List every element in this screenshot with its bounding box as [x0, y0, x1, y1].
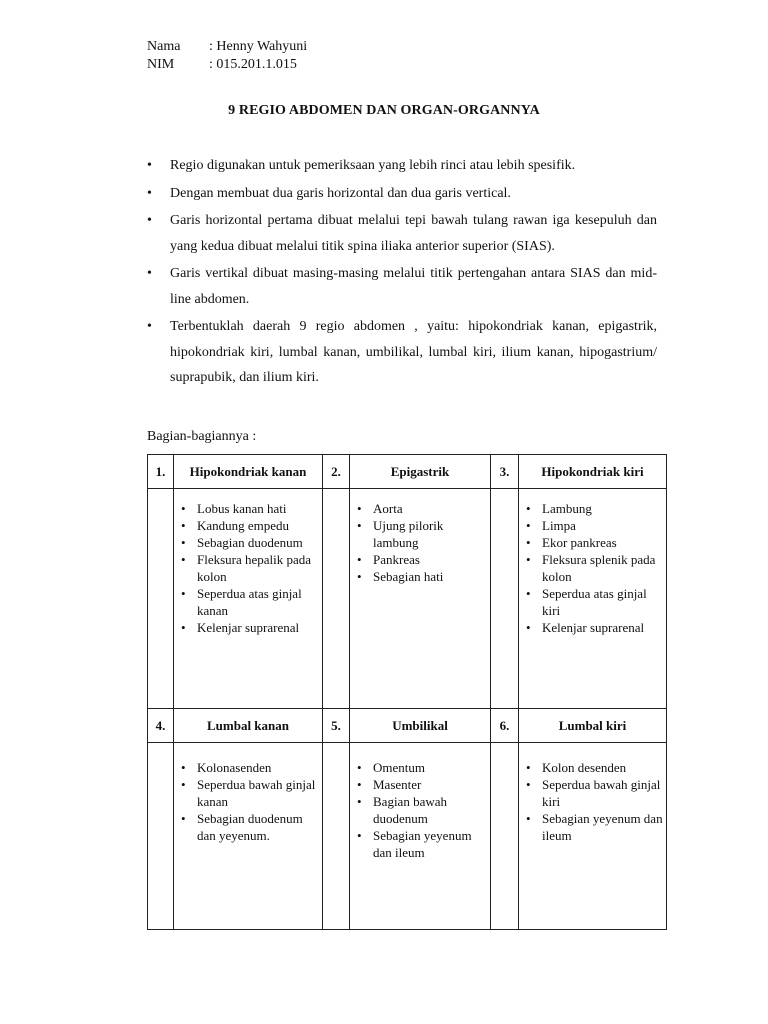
region-name: Hipokondriak kanan: [174, 455, 323, 489]
organ-item: • Sebagian yeyenum dan ileum: [519, 810, 666, 844]
organ-cell: [350, 743, 491, 930]
organ-item: • Sebagian duodenum dan yeyenum.: [174, 810, 322, 844]
empty-cell: [148, 743, 174, 930]
organ-item: • Pankreas: [350, 551, 490, 568]
empty-cell: [491, 489, 519, 709]
bullet-item: • Terbentuklah daerah 9 regio abdomen , yaitu: hipokondriak kanan, epigastrik, hipokondriak kiri, lumbal kanan, umbilikal, lumbal kiri, ilium kanan, hipogastrium/ suprapubik, dan ilium kiri.: [147, 314, 657, 391]
organ-list: [350, 759, 490, 861]
organ-item: • Fleksura splenik pada kolon: [519, 551, 666, 585]
organ-list: [350, 500, 490, 585]
empty-cell: [491, 743, 519, 930]
regio-table: [147, 454, 667, 930]
region-name: Epigastrik: [350, 455, 491, 489]
subheading: Bagian-bagiannya :: [147, 429, 257, 444]
organ-cell: [519, 743, 667, 930]
document-title: 9 REGIO ABDOMEN DAN ORGAN-ORGANNYA: [228, 103, 540, 118]
region-name: Umbilikal: [350, 709, 491, 743]
organ-item: • Lobus kanan hati: [174, 500, 322, 517]
region-number: 6.: [491, 709, 519, 743]
organ-item: • Seperdua atas ginjal kiri: [519, 585, 666, 619]
bullet-item: • Garis horizontal pertama dibuat melalui tepi bawah tulang rawan iga kesepuluh dan yang kedua dibuat melalui titik spina iliaka anterior superior (SIAS).: [147, 208, 657, 259]
organ-list: [519, 759, 666, 844]
organ-item: • Masenter: [350, 776, 490, 793]
organ-item: • Omentum: [350, 759, 490, 776]
organ-item: • Fleksura hepalik pada kolon: [174, 551, 322, 585]
table-row: [148, 743, 667, 930]
region-name: Lumbal kanan: [174, 709, 323, 743]
empty-cell: [148, 489, 174, 709]
nim-value: : 015.201.1.015: [209, 57, 297, 72]
organ-cell: [174, 489, 323, 709]
bullet-item: • Regio digunakan untuk pemeriksaan yang lebih rinci atau lebih spesifik.: [147, 153, 657, 179]
organ-cell: [519, 489, 667, 709]
organ-item: • Seperdua bawah ginjal kanan: [174, 776, 322, 810]
organ-list: [519, 500, 666, 636]
name-value: : Henny Wahyuni: [209, 39, 308, 54]
organ-item: • Aorta: [350, 500, 490, 517]
organ-item: • Ekor pankreas: [519, 534, 666, 551]
organ-item: • Bagian bawah duodenum: [350, 793, 490, 827]
empty-cell: [323, 743, 350, 930]
region-name: Lumbal kiri: [519, 709, 667, 743]
region-number: 4.: [148, 709, 174, 743]
region-number: 1.: [148, 455, 174, 489]
organ-item: • Sebagian yeyenum dan ileum: [350, 827, 490, 861]
organ-item: • Sebagian hati: [350, 568, 490, 585]
organ-item: • Kolon desenden: [519, 759, 666, 776]
region-name: Hipokondriak kiri: [519, 455, 667, 489]
nim-line: [147, 56, 297, 74]
nim-label: NIM: [147, 57, 175, 72]
region-number: 5.: [323, 709, 350, 743]
organ-cell: [350, 489, 491, 709]
organ-list: [174, 500, 322, 636]
table-row: [148, 489, 667, 709]
table-header-row: [148, 455, 667, 489]
name-label: Nama: [147, 39, 181, 54]
organ-item: • Kandung empedu: [174, 517, 322, 534]
organ-item: • Limpa: [519, 517, 666, 534]
table-header-row: [148, 709, 667, 743]
bullet-list: [147, 153, 657, 393]
organ-list: [174, 759, 322, 844]
empty-cell: [323, 489, 350, 709]
bullet-item: • Garis vertikal dibuat masing-masing melalui titik pertengahan antara SIAS dan mid-line abdomen.: [147, 261, 657, 312]
organ-cell: [174, 743, 323, 930]
organ-item: • Kelenjar suprarenal: [519, 619, 666, 636]
region-number: 2.: [323, 455, 350, 489]
region-number: 3.: [491, 455, 519, 489]
organ-item: • Seperdua atas ginjal kanan: [174, 585, 322, 619]
organ-item: • Seperdua bawah ginjal kiri: [519, 776, 666, 810]
organ-item: • Lambung: [519, 500, 666, 517]
bullet-item: • Dengan membuat dua garis horizontal dan dua garis vertical.: [147, 181, 657, 207]
organ-item: • Kolonasenden: [174, 759, 322, 776]
organ-item: • Sebagian duodenum: [174, 534, 322, 551]
organ-item: • Ujung pilorik lambung: [350, 517, 490, 551]
organ-item: • Kelenjar suprarenal: [174, 619, 322, 636]
name-line: [147, 38, 307, 56]
